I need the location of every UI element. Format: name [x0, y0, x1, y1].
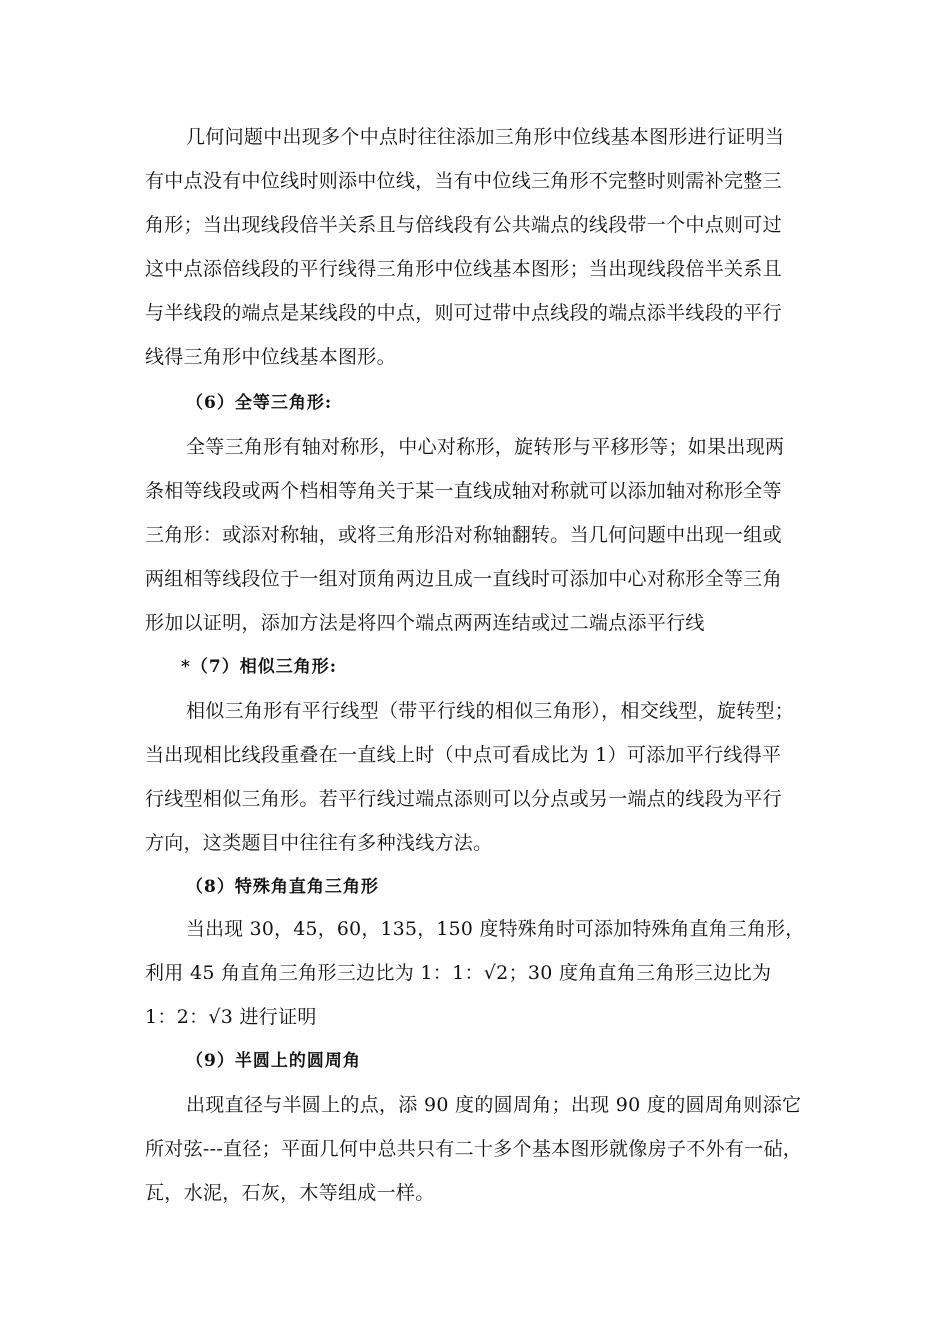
- paragraph-line: 方向，这类题目中往往有多种浅线方法。: [145, 832, 493, 854]
- paragraph-line: 相似三角形有平行线型（带平行线的相似三角形），相交线型，旋转型；: [186, 700, 795, 722]
- paragraph-line: 线得三角形中位线基本图形。: [145, 346, 396, 368]
- paragraph-line: 1：2：√3 进行证明: [145, 1006, 317, 1028]
- paragraph-line: 两组相等线段位于一组对顶角两边且成一直线时可添加中心对称形全等三角: [145, 568, 782, 590]
- paragraph-line: 所对弦---直径；平面几何中总共只有二十多个基本图形就像房子不外有一砧，: [145, 1138, 803, 1160]
- paragraph-line: 几何问题中出现多个中点时往往添加三角形中位线基本图形进行证明当: [186, 126, 785, 148]
- paragraph-line: 形加以证明，添加方法是将四个端点两两连结或过二端点添平行线: [145, 612, 705, 634]
- section-heading: （8）特殊角直角三角形: [186, 877, 379, 897]
- paragraph-line: 有中点没有中位线时则添中位线，当有中位线三角形不完整时则需补完整三: [145, 170, 782, 192]
- section-heading: （6）全等三角形:: [186, 393, 333, 413]
- paragraph-line: 与半线段的端点是某线段的中点，则可过带中点线段的端点添半线段的平行: [145, 302, 782, 324]
- paragraph-line: 这中点添倍线段的平行线得三角形中位线基本图形；当出现线段倍半关系且: [145, 258, 782, 280]
- paragraph-line: 瓦，水泥，石灰，木等组成一样。: [145, 1182, 435, 1204]
- paragraph-line: 角形；当出现线段倍半关系且与倍线段有公共端点的线段带一个中点则可过: [145, 214, 782, 236]
- paragraph-line: 行线型相似三角形。若平行线过端点添则可以分点或另一端点的线段为平行: [145, 788, 782, 810]
- section-heading: *（7）相似三角形:: [181, 657, 337, 677]
- paragraph-line: 条相等线段或两个档相等角关于某一直线成轴对称就可以添加轴对称形全等: [145, 480, 782, 502]
- paragraph-line: 出现直径与半圆上的点，添 90 度的圆周角；出现 90 度的圆周角则添它: [186, 1094, 802, 1116]
- paragraph-line: 全等三角形有轴对称形，中心对称形，旋转形与平移形等；如果出现两: [186, 436, 785, 458]
- paragraph-line: 当出现 30，45，60，135，150 度特殊角时可添加特殊角直角三角形，: [186, 918, 805, 940]
- section-heading: （9）半圆上的圆周角: [186, 1051, 361, 1071]
- paragraph-line: 利用 45 角直角三角形三边比为 1：1：√2；30 度角直角三角形三边比为: [145, 962, 772, 984]
- paragraph-line: 当出现相比线段重叠在一直线上时（中点可看成比为 1）可添加平行线得平: [145, 744, 782, 766]
- paragraph-line: 三角形：或添对称轴，或将三角形沿对称轴翻转。当几何问题中出现一组或: [145, 524, 782, 546]
